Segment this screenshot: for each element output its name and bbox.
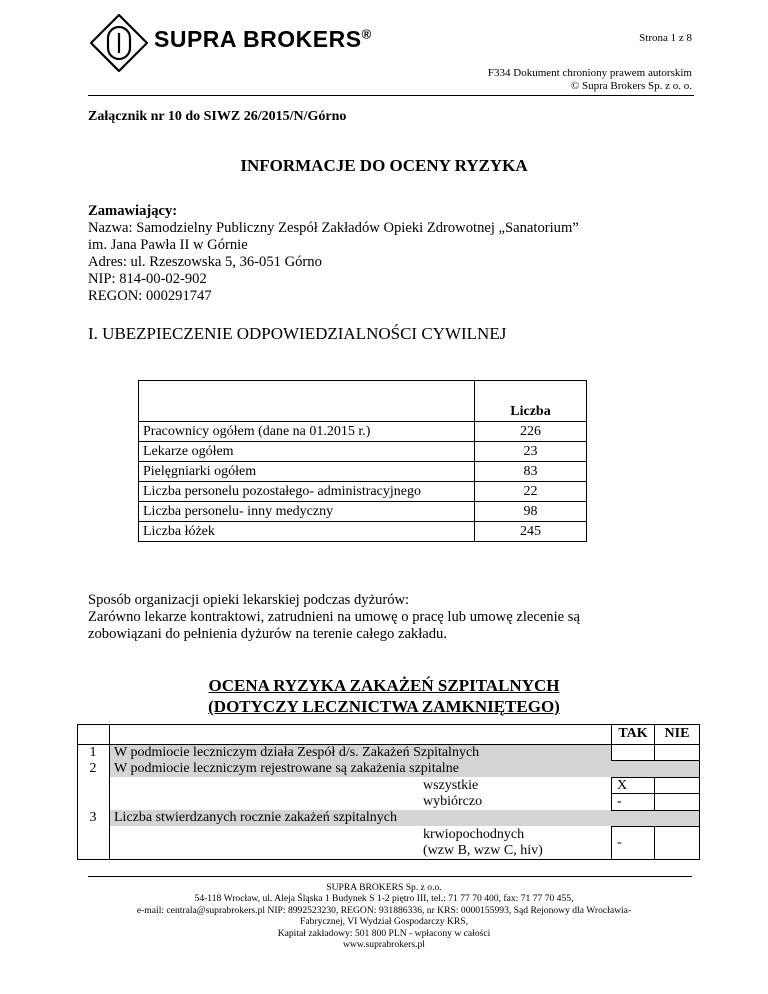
duty-organization [88,592,580,643]
row-value: 226 [475,422,587,442]
row-value: 83 [475,462,587,482]
row-text: W podmiocie leczniczym rejestrowane są zakażenia szpitalne [114,761,459,776]
logo-text: SUPRA BROKERS® [154,26,372,52]
table-row [139,422,587,442]
table-row [139,462,587,482]
contracting-authority-label: Zamawiający: [88,203,178,219]
row-number: 1 [89,745,97,760]
page-number: Strona 1 z 8 [639,32,692,44]
table-header-row [139,381,587,422]
doc-code: F334 Dokument chroniony prawem autorskim [487,67,692,79]
duty-organization-text-cont: zobowiązani do pełnienia dyżurów na terenie całego zakładu. [88,626,448,642]
row-value: 22 [475,482,587,502]
sub-option: krwiopochodnych [423,827,525,842]
footer-registry: e-mail: centrala@suprabrokers.pl NIP: 8992523230, REGON: 931886336, nr KRS: 0000155993, Sąd Rejonowy dla Wrocławia- [136,904,632,916]
staff-table [138,380,587,542]
footer-website: www.suprabrokers.pl [343,939,425,951]
tak-value: X [617,778,628,793]
page-title: INFORMACJE DO OCENY RYZYKA [240,156,528,175]
footer-company: SUPRA BROKERS Sp. z o.o. [326,882,442,893]
table-row [139,522,587,542]
row-label: Pracownicy ogółem (dane na 01.2015 r.) [139,422,475,442]
row-label: Liczba personelu pozostałego- administracyjnego [139,482,475,502]
column-header: Liczba [475,381,587,422]
column-header-nie: NIE [664,726,690,741]
duty-organization-text: Zarówno lekarze kontraktowi, zatrudnieni na umowę o pracę lub umowę zlecenie są [88,609,580,625]
row-number: 3 [89,810,97,825]
company-logo [90,14,380,72]
table-row [139,442,587,462]
copyright: © Supra Brokers Sp. z o. o. [570,80,692,92]
table-row [139,502,587,522]
document-notice [488,67,692,93]
infection-risk-table [77,724,700,860]
footer [0,882,768,950]
sub-option: wszystkie [423,778,479,793]
duty-organization-label: Sposób organizacji opieki lekarskiej podczas dyżurów: [88,592,410,608]
sub-option: wybiórczo [423,794,483,809]
authority-name: Nazwa: Samodzielny Publiczny Zespół Zakładów Opieki Zdrowotnej „Sanatorium” [88,220,579,236]
row-value: 245 [475,522,587,542]
row-label: Pielęgniarki ogółem [139,462,475,482]
sub-option-detail: (wzw B, wzw C, hiv) [423,843,543,858]
header-divider [88,95,694,96]
section-title: I. UBEZPIECZENIE ODPOWIEDZIALNOŚCI CYWILNEJ [88,324,507,343]
authority-regon: REGON: 000291747 [88,288,212,304]
authority-name-cont: im. Jana Pawła II w Górnie [88,237,248,253]
tak-value: - [617,794,622,809]
footer-registry-cont: Fabrycznej, VI Wydział Gospodarczy KRS, [300,916,468,928]
row-text: W podmiocie leczniczym działa Zespół d/s. Zakażeń Szpitalnych [114,745,480,760]
row-text: Liczba stwierdzanych rocznie zakażeń szpitalnych [114,810,397,825]
footer-divider [88,876,692,877]
row-label: Liczba łóżek [139,522,475,542]
footer-capital: Kapitał zakładowy: 501 800 PLN - wpłacony w całości [277,927,491,939]
row-value: 98 [475,502,587,522]
tak-value: - [617,835,622,850]
table-row [139,482,587,502]
contracting-authority [88,203,579,305]
supra-logo-icon [90,14,148,72]
row-label: Lekarze ogółem [139,442,475,462]
authority-address: Adres: ul. Rzeszowska 5, 36-051 Górno [88,254,322,270]
annex-title: Załącznik nr 10 do SIWZ 26/2015/N/Górno [88,109,347,124]
column-header-tak: TAK [618,726,648,741]
authority-nip: NIP: 814-00-02-902 [88,271,207,287]
risk-section-title: OCENA RYZYKA ZAKAŻEŃ SZPITALNYCH (DOTYCZY LECZNICTWA ZAMKNIĘTEGO) [208,676,560,716]
row-label: Liczba personelu- inny medyczny [139,502,475,522]
row-value: 23 [475,442,587,462]
row-number: 2 [89,761,97,776]
footer-address: 54-118 Wrocław, ul. Aleja Śląska 1 Budynek S 1-2 piętro III, tel.: 71 77 70 400, fax: 71 77 70 455, [194,893,574,905]
